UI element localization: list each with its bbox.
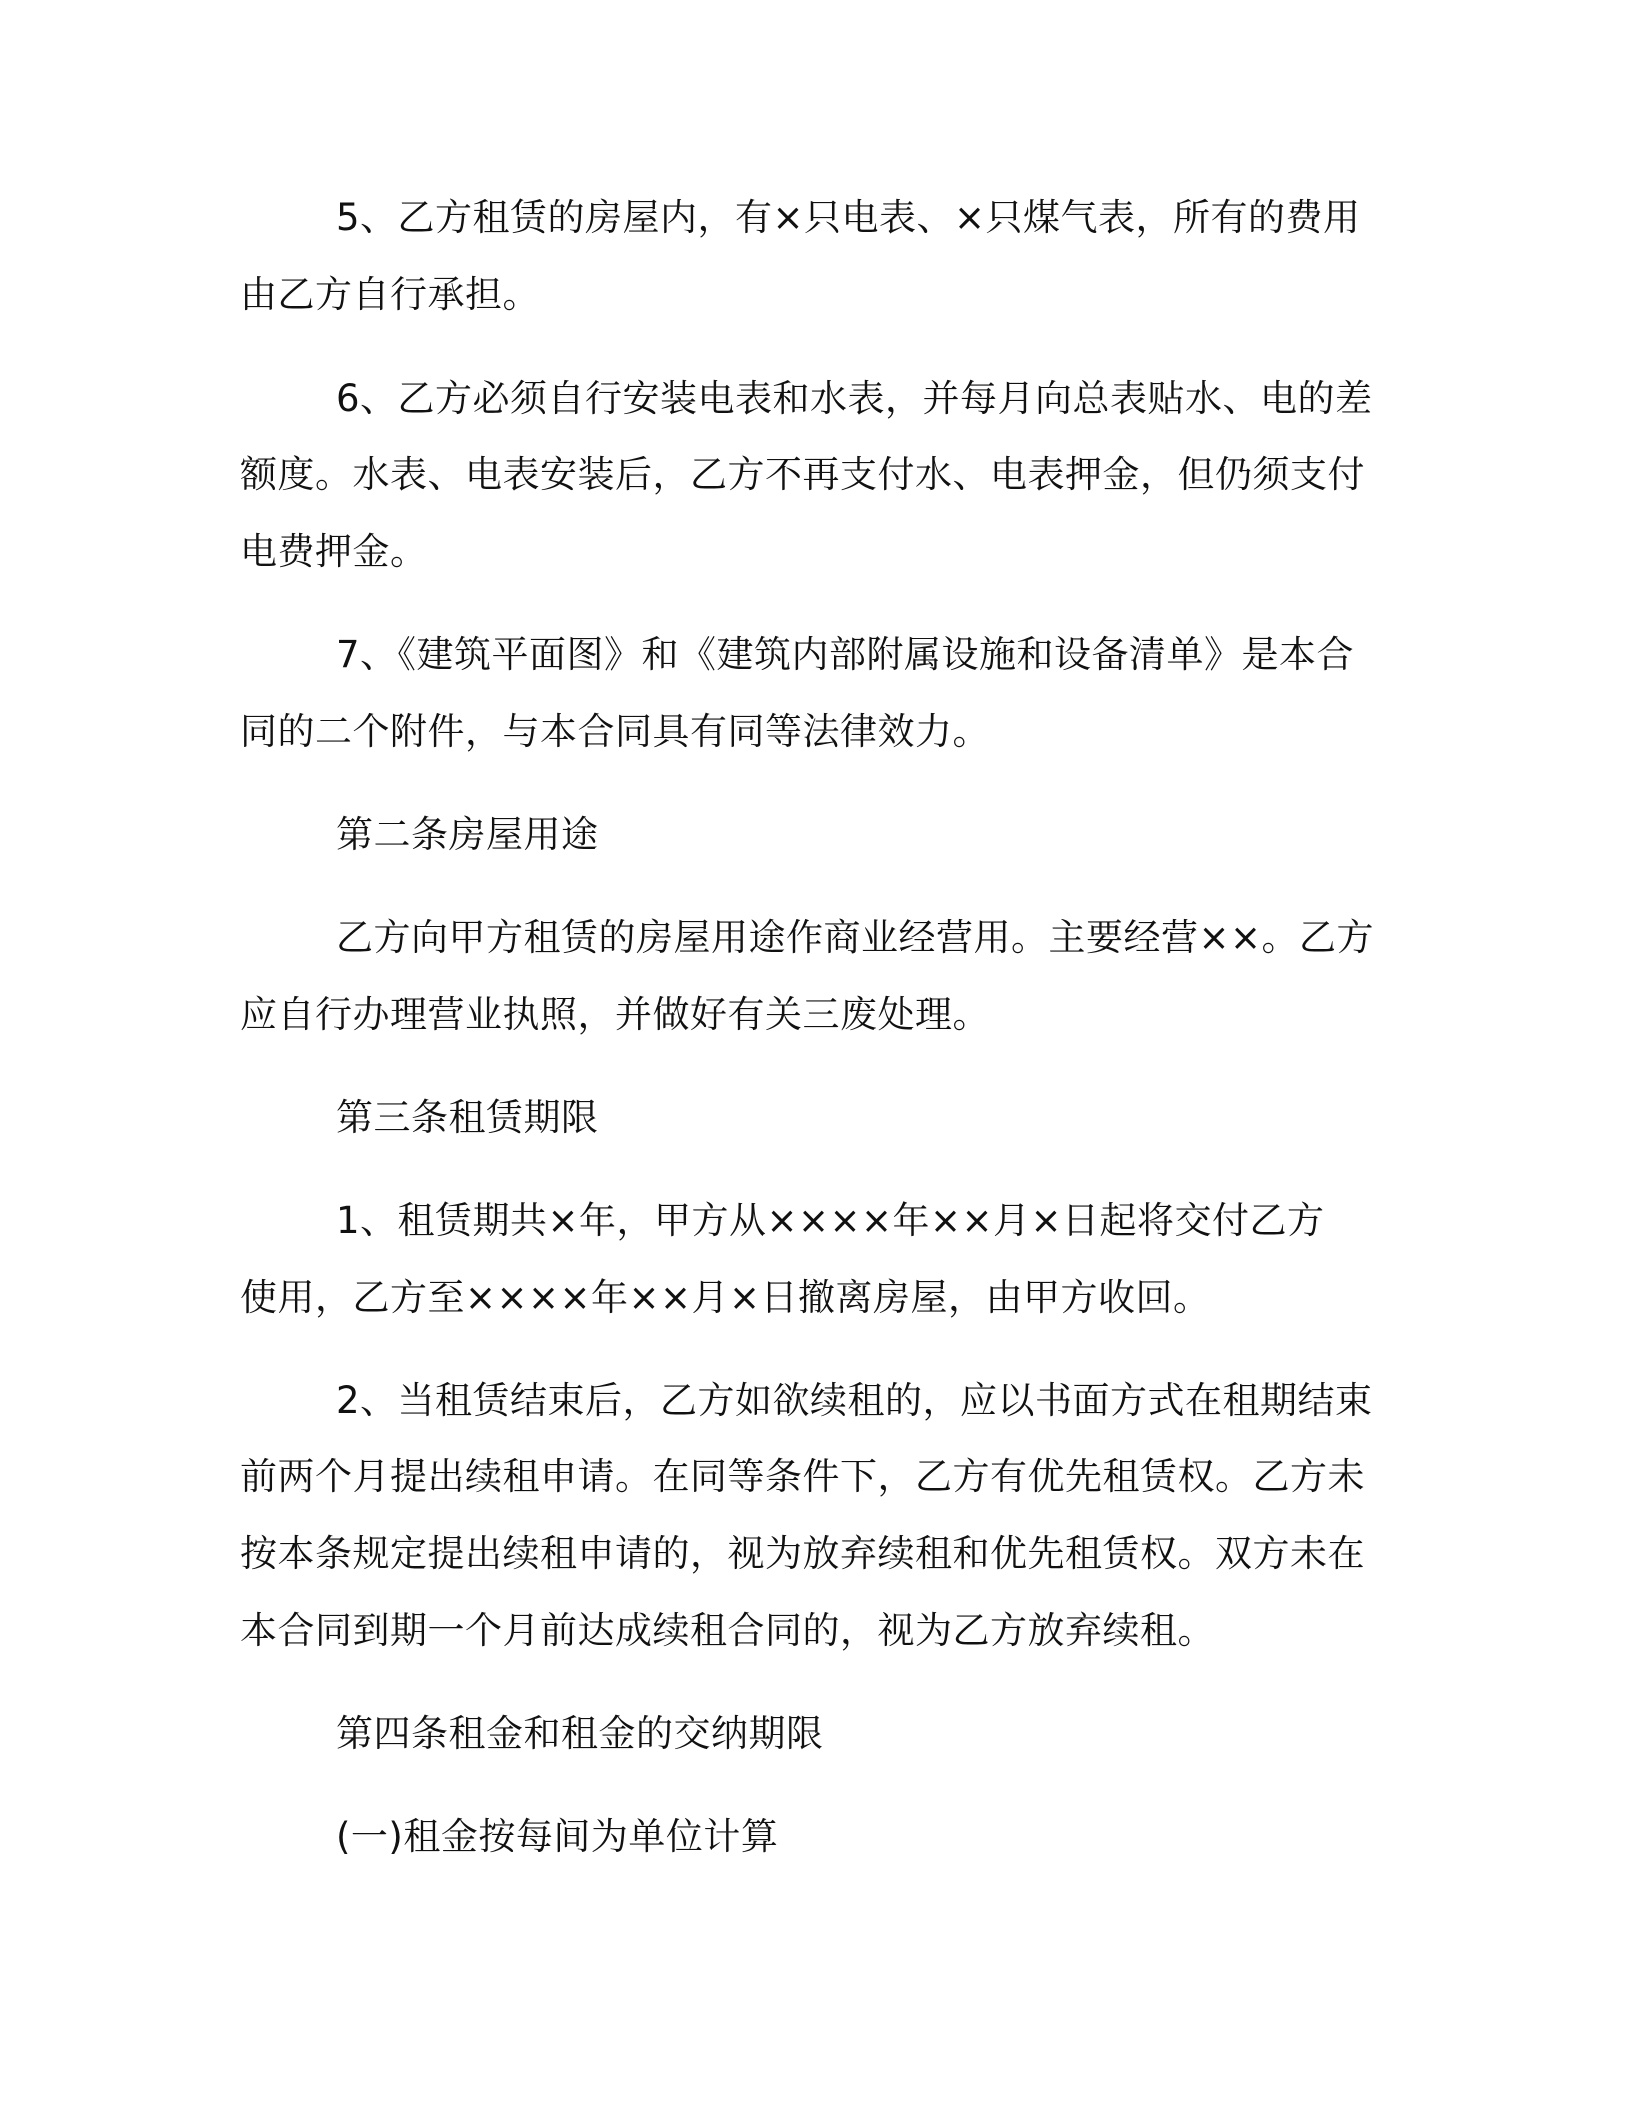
article-2-line-1: 乙方向甲方租赁的房屋用途作商业经营用。主要经营××。乙方	[336, 916, 1375, 959]
clause-7-line-1: 7、《建筑平面图》和《建筑内部附属设施和设备清单》是本合	[336, 633, 1355, 676]
article-3-item-2-line-3: 按本条规定提出续租申请的，视为放弃续租和优先租赁权。双方未在	[240, 1532, 1365, 1575]
article-3-heading: 第三条租赁期限	[336, 1096, 599, 1139]
clause-6-line-1: 6、乙方必须自行安装电表和水表，并每月向总表贴水、电的差	[336, 377, 1373, 420]
clause-6-line-2: 额度。水表、电表安装后，乙方不再支付水、电表押金，但仍须支付	[240, 453, 1365, 496]
article-3-item-2-line-2: 前两个月提出续租申请。在同等条件下，乙方有优先租赁权。乙方未	[240, 1455, 1365, 1498]
clause-5-line-2: 由乙方自行承担。	[240, 273, 540, 316]
clause-5-line-1: 5、乙方租赁的房屋内，有×只电表、×只煤气表，所有的费用	[336, 196, 1361, 239]
clause-6-line-3: 电费押金。	[240, 530, 428, 573]
article-4-heading: 第四条租金和租金的交纳期限	[336, 1712, 824, 1755]
article-2-line-2: 应自行办理营业执照，并做好有关三废处理。	[240, 993, 990, 1036]
article-3-item-1-line-1: 1、租赁期共×年，甲方从××××年××月×日起将交付乙方	[336, 1199, 1325, 1242]
article-3-item-2-line-4: 本合同到期一个月前达成续租合同的，视为乙方放弃续租。	[240, 1609, 1215, 1652]
article-3-item-1-line-2: 使用，乙方至××××年××月×日撤离房屋，由甲方收回。	[240, 1276, 1211, 1319]
article-2-heading: 第二条房屋用途	[336, 813, 599, 856]
article-3-item-2-line-1: 2、当租赁结束后，乙方如欲续租的，应以书面方式在租期结束	[336, 1379, 1373, 1422]
article-4-item-1: (一)租金按每间为单位计算	[336, 1815, 779, 1858]
clause-7-line-2: 同的二个附件，与本合同具有同等法律效力。	[240, 710, 990, 753]
